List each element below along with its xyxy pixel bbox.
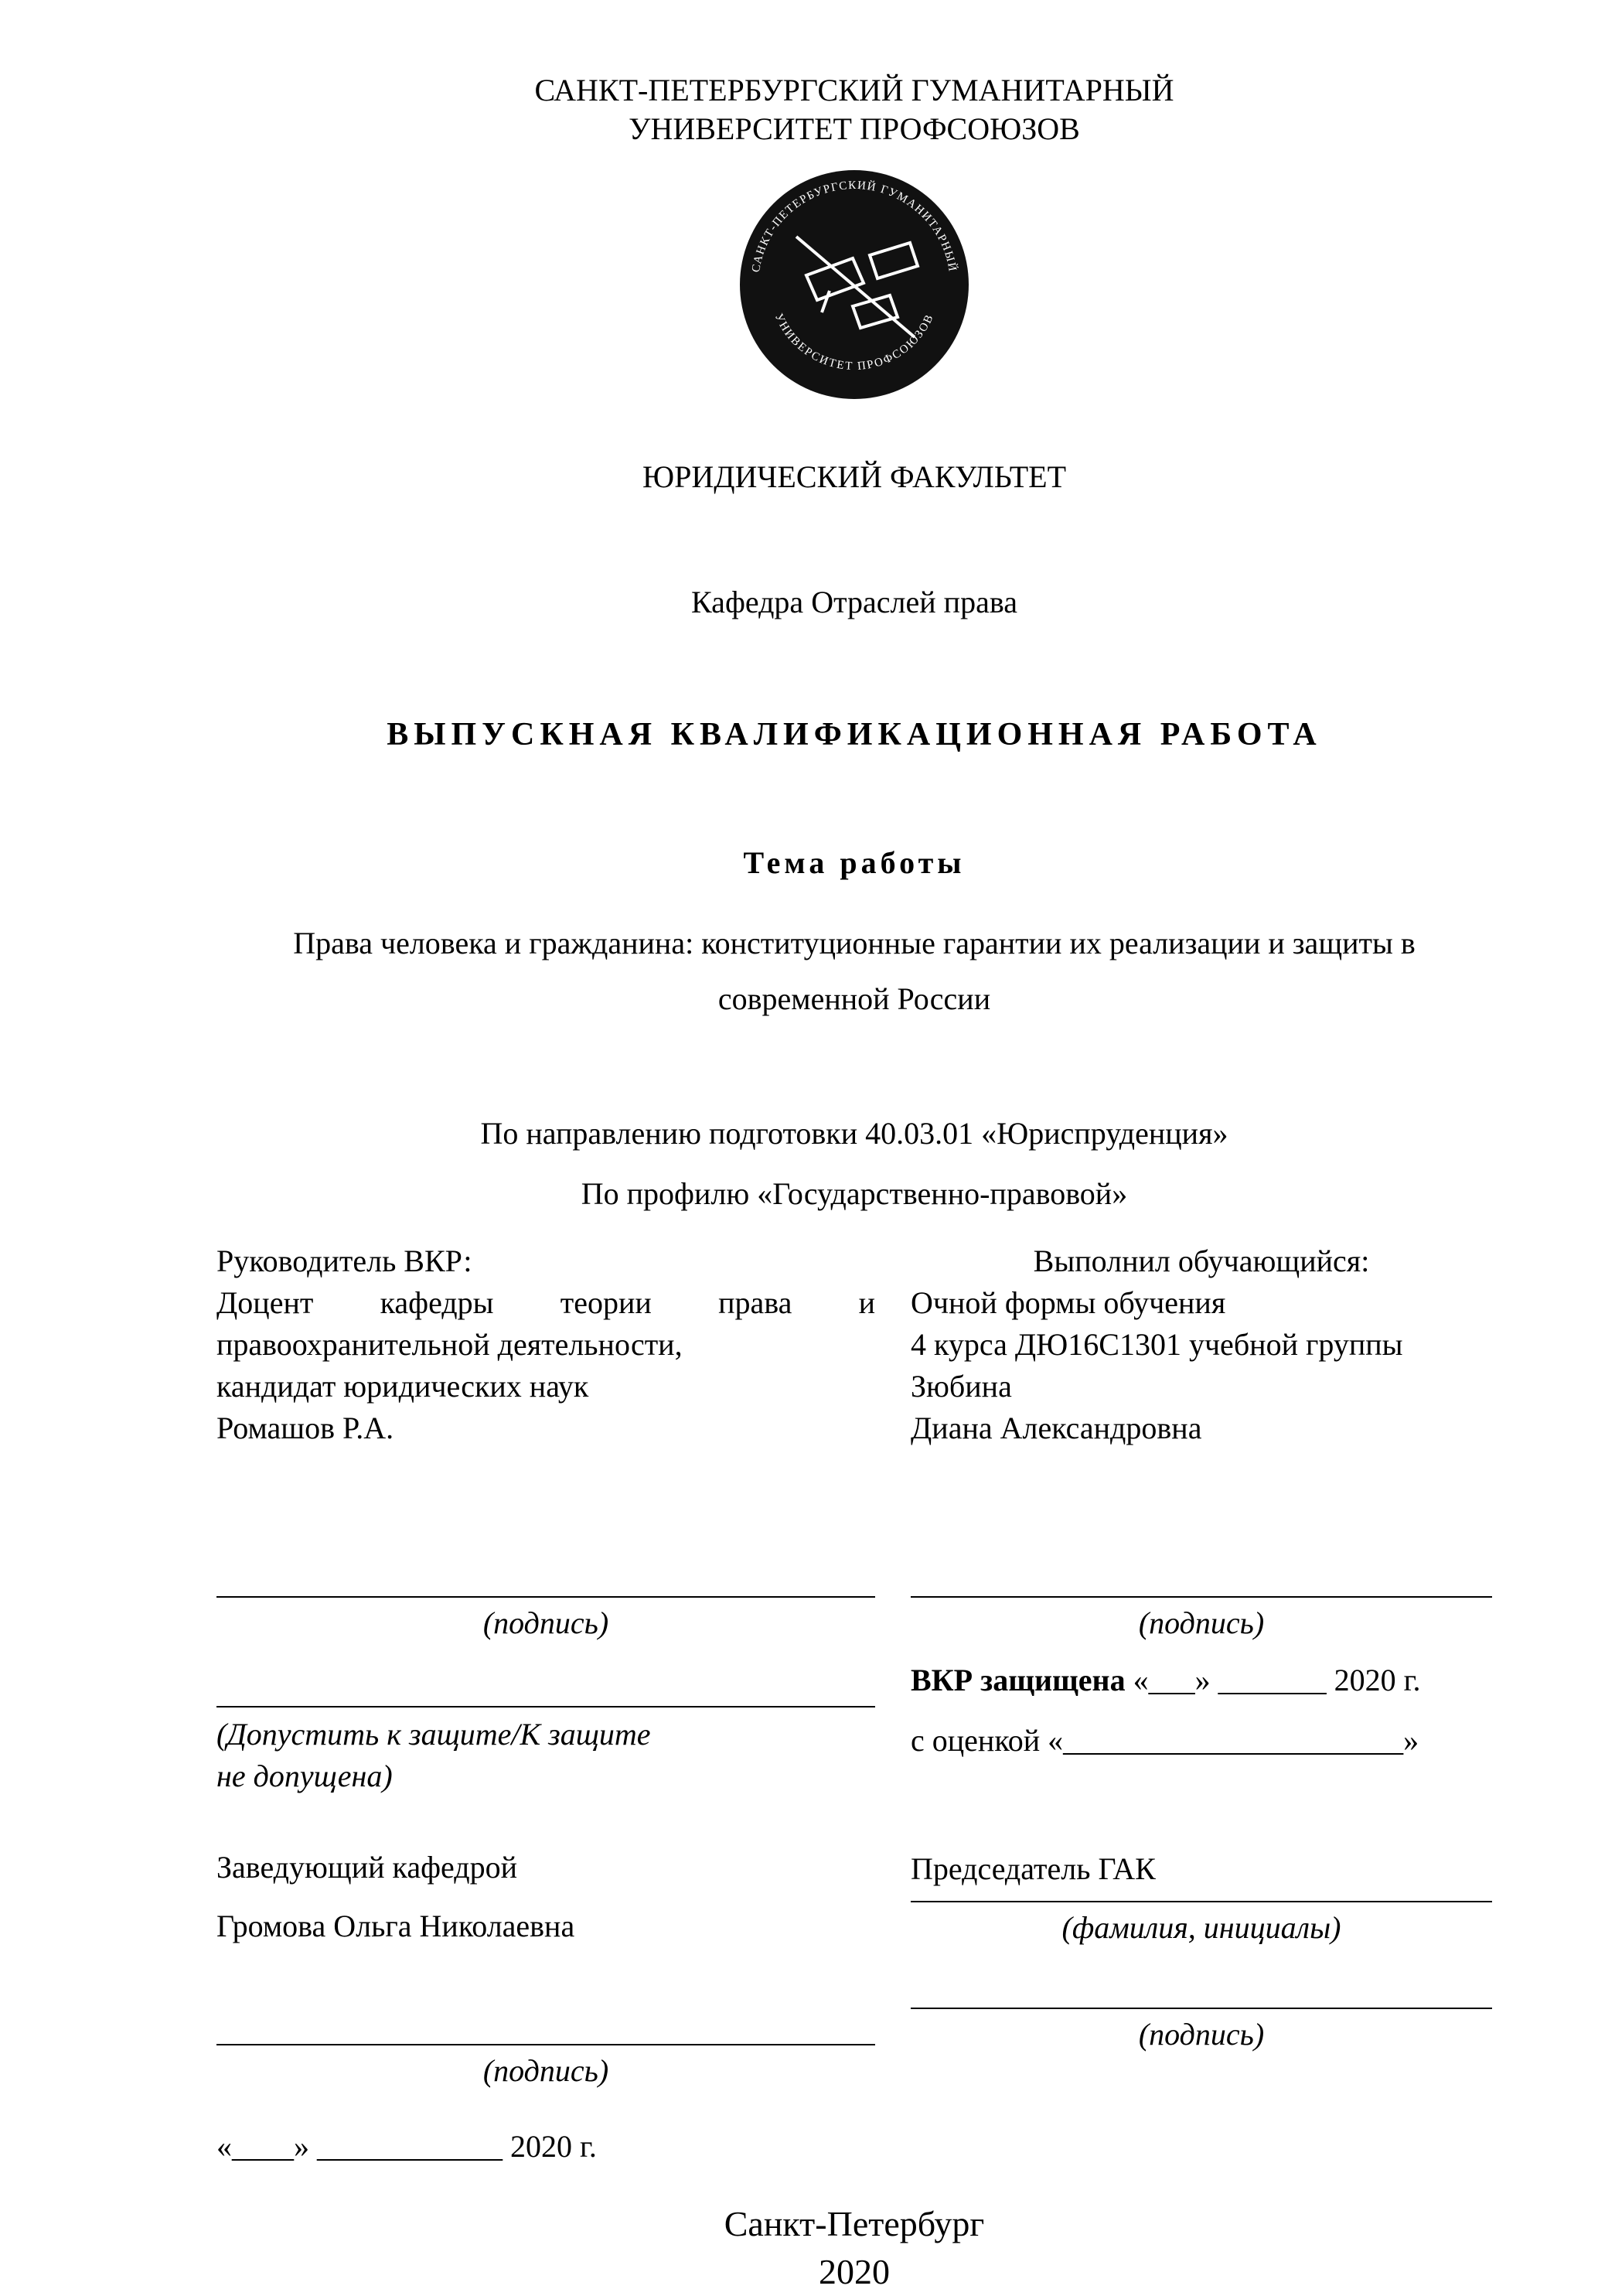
chairman-name-line (911, 1901, 1492, 1902)
date-blank-line: «____» ____________ 2020 г. (216, 2128, 597, 2164)
university-logo (738, 169, 970, 401)
logo-arc-bottom-text: УНИВЕРСИТЕТ ПРОФСОЮЗОВ (772, 312, 937, 374)
student-line1: Очной формы обучения (911, 1284, 1226, 1320)
head-signature-caption: (подпись) (482, 2052, 609, 2088)
admission-line (216, 1706, 875, 1708)
footer (216, 2200, 1492, 2296)
supervisor-position-line1: Доцент кафедры теории права и (216, 1284, 875, 1320)
supervisor-name: Ромашов Р.А. (216, 1410, 394, 1445)
chairman-label: Председатель ГАК (911, 1851, 1156, 1886)
footer-city: Санкт-Петербург (724, 2203, 985, 2243)
admission-note: (Допустить к защите/К защите не допущена) (216, 1716, 651, 1793)
supervisor-signature-line (216, 1596, 875, 1598)
student-label: Выполнил обучающийся: (1033, 1243, 1370, 1278)
supervisor-position-line2: правоохранительной деятельности, (216, 1326, 683, 1362)
head-of-department-name: Громова Ольга Николаевна (216, 1908, 575, 1943)
department-name: Кафедра Отраслей права (691, 585, 1017, 619)
defended-date-blanks: «___» _______ 2020 г. (1125, 1662, 1421, 1697)
chairman-signature-line (911, 2008, 1492, 2009)
supervisor-signature-caption: (подпись) (482, 1605, 609, 1640)
student-line3: Зюбина (911, 1368, 1012, 1404)
student-column (911, 1240, 1492, 2168)
supervisor-position-line3: кандидат юридических наук (216, 1368, 589, 1404)
supervisor-column (216, 1240, 875, 2168)
faculty-name: ЮРИДИЧЕСКИЙ ФАКУЛЬТЕТ (642, 459, 1067, 494)
work-type-title: ВЫПУСКНАЯ КВАЛИФИКАЦИОННАЯ РАБОТА (387, 717, 1322, 752)
head-signature-line (216, 2044, 875, 2045)
student-line2: 4 курса ДЮ16С1301 учебной группы (911, 1326, 1403, 1362)
signature-section (216, 1240, 1492, 2168)
logo-container (216, 169, 1492, 411)
university-name-line2: УНИВЕРСИТЕТ ПРОФСОЮЗОВ (629, 111, 1080, 146)
direction-line: По направлению подготовки 40.03.01 «Юриспруденция» (480, 1115, 1228, 1151)
student-signature-caption: (подпись) (1138, 1605, 1265, 1640)
footer-year: 2020 (819, 2251, 890, 2291)
head-of-department-label: Заведующий кафедрой (216, 1849, 518, 1885)
student-signature-line (911, 1596, 1492, 1598)
theme-text: Права человека и гражданина: конституционные гарантии их реализации и защиты в современной России (293, 925, 1416, 1016)
university-name-line1: САНКТ-ПЕТЕРБУРГСКИЙ ГУМАНИТАРНЫЙ (534, 73, 1174, 107)
defended-line (911, 1660, 1492, 1701)
profile-line: По профилю «Государственно-правовой» (581, 1175, 1128, 1211)
theme-label: Тема работы (743, 844, 966, 880)
chairman-name-caption: (фамилия, инициалы) (1061, 1909, 1341, 1945)
student-line4: Диана Александровна (911, 1410, 1202, 1445)
grade-blank-line: с оценкой «______________________» (911, 1722, 1419, 1758)
supervisor-label: Руководитель ВКР: (216, 1243, 472, 1278)
chairman-signature-caption: (подпись) (1138, 2016, 1265, 2052)
university-name (216, 71, 1492, 148)
defended-label: ВКР защищена (911, 1662, 1126, 1697)
logo-arc-top-text: САНКТ-ПЕТЕРБУРГСКИЙ ГУМАНИТАРНЫЙ (750, 179, 959, 274)
